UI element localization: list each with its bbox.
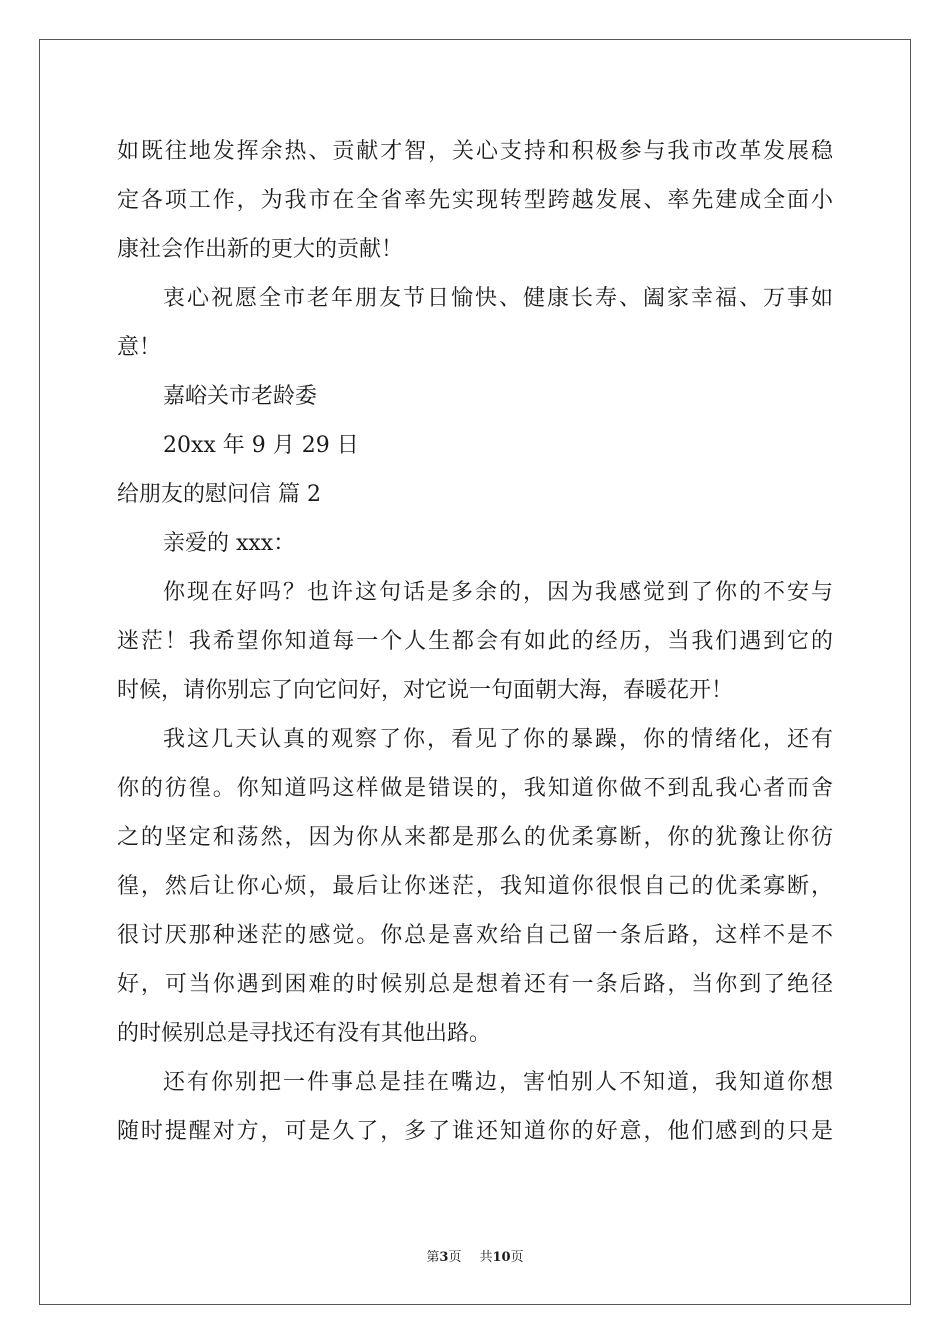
total-prefix: 共 xyxy=(479,1250,493,1265)
document-body xyxy=(117,127,833,1156)
page-footer xyxy=(0,1246,950,1265)
text-line: 随时提醒对方，可是久了，多了谁还知道你的好意，他们感到的只是 xyxy=(117,1119,833,1144)
text-line: 定各项工作，为我市在全省率先实现转型跨越发展、率先建成全面小 xyxy=(117,188,833,213)
text-line: 亲爱的 xxx： xyxy=(163,531,296,556)
text-line: 意！ xyxy=(117,335,162,360)
text-line: 徨，然后让你心烦，最后让你迷茫，我知道你很恨自己的优柔寡断， xyxy=(117,874,833,899)
text-line: 如既往地发挥余热、贡献才智，关心支持和积极参与我市改革发展稳 xyxy=(117,139,833,164)
text-line: 还有你别把一件事总是挂在嘴边，害怕别人不知道，我知道你想 xyxy=(163,1070,833,1095)
text-line: 给朋友的慰问信 篇 2 xyxy=(117,482,321,507)
total-pages: 10 xyxy=(492,1250,511,1265)
total-suffix: 页 xyxy=(510,1250,524,1265)
text-line: 嘉峪关市老龄委 xyxy=(163,384,318,409)
text-line: 很讨厌那种迷茫的感觉。你总是喜欢给自己留一条后路，这样不是不 xyxy=(117,923,833,948)
text-line: 康社会作出新的更大的贡献！ xyxy=(117,237,404,262)
text-line: 之的坚定和荡然，因为你从来都是那么的优柔寡断，你的犹豫让你彷 xyxy=(117,825,833,850)
text-line: 我这几天认真的观察了你，看见了你的暴躁，你的情绪化，还有 xyxy=(163,727,833,752)
text-line: 的时候别总是寻找还有没有其他出路。 xyxy=(117,1021,492,1046)
text-line: 衷心祝愿全市老年朋友节日愉快、健康长寿、阖家幸福、万事如 xyxy=(163,286,833,311)
text-line: 时候，请你别忘了向它问好，对它说一句面朝大海，春暖花开！ xyxy=(117,678,734,703)
text-line: 好，可当你遇到困难的时候别总是想着还有一条后路，当你到了绝径 xyxy=(117,972,833,997)
text-line: 迷茫！我希望你知道每一个人生都会有如此的经历，当我们遇到它的 xyxy=(117,629,833,654)
text-line: 你的彷徨。你知道吗这样做是错误的，我知道你做不到乱我心者而舍 xyxy=(117,776,833,801)
page-number: 3 xyxy=(439,1250,449,1265)
page-prefix: 第 xyxy=(426,1250,440,1265)
text-line: 你现在好吗？也许这句话是多余的，因为我感觉到了你的不安与 xyxy=(163,580,833,605)
page-suffix: 页 xyxy=(448,1250,462,1265)
text-line: 20xx 年 9 月 29 日 xyxy=(163,433,359,458)
